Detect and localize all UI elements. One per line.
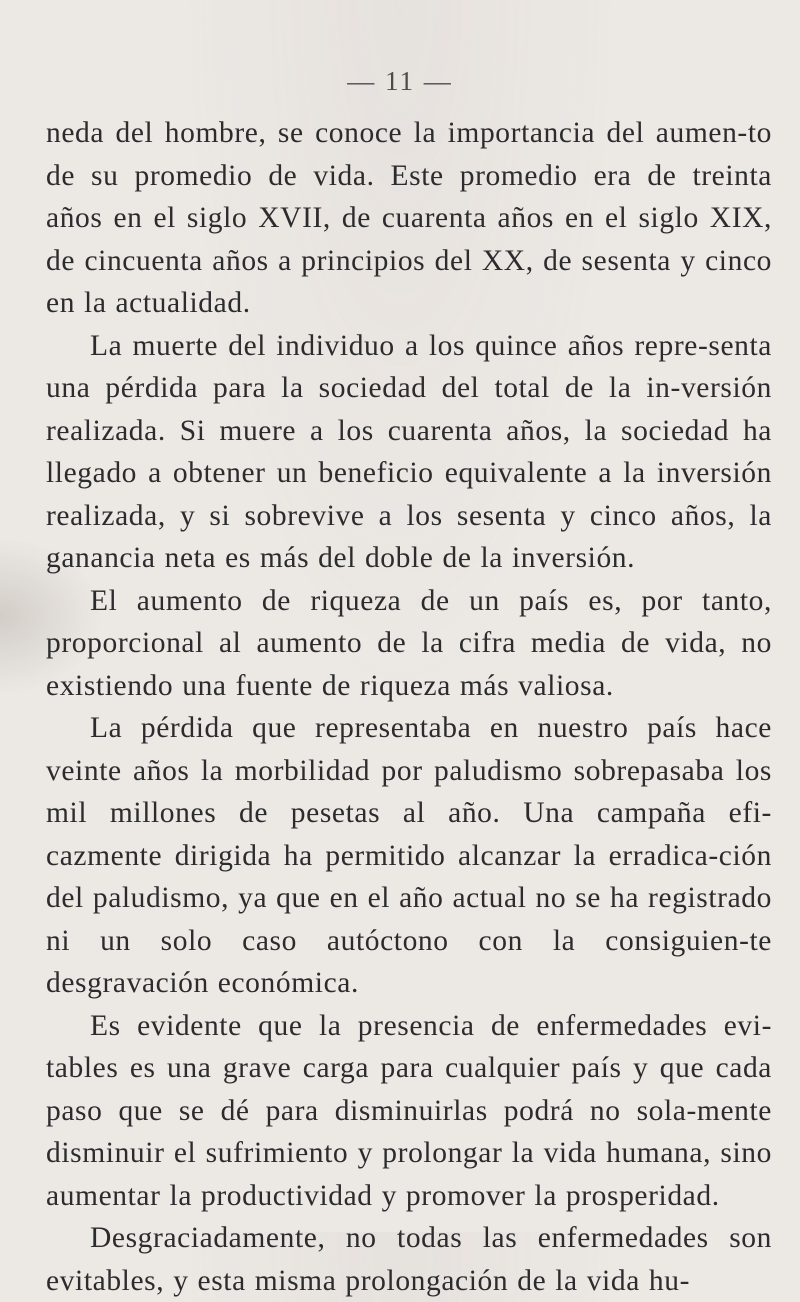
body-text	[46, 112, 772, 1302]
paragraph-4: La pérdida que representaba en nuestro país hace veinte años la morbilidad por paludismo sobrepasaba los mil millones de pesetas al año. Una campaña efi-cazmente dirigida ha permitido alcanzar la erradica-ción del paludismo, ya que en el año actual no se ha registrado ni un solo caso autóctono con la consiguien-te desgravación económica.	[46, 712, 772, 999]
paragraph-1: neda del hombre, se conoce la importancia del aumen-to de su promedio de vida. Este promedio era de treinta años en el siglo XVII, de cuarenta años en el siglo XIX, de cincuenta años a principios del XX, de sesenta y cinco en la actualidad.	[46, 117, 772, 319]
paragraph-6: Desgraciadamente, no todas las enfermedades son evitables, y esta misma prolongación de la vida hu-	[46, 1222, 772, 1297]
paragraph-3: El aumento de riqueza de un país es, por tanto, proporcional al aumento de la cifra media de vida, no existiendo una fuente de riqueza más valiosa.	[46, 584, 772, 702]
paragraph-2: La muerte del individuo a los quince años repre-senta una pérdida para la sociedad del total de la in-versión realizada. Si muere a los cuarenta años, la sociedad ha llegado a obtener un beneficio equivalente a la inversión realizada, y si sobrevive a los sesenta y cinco años, la ganancia neta es más del doble de la inversión.	[46, 329, 772, 574]
paragraph-5: Es evidente que la presencia de enfermedades evi-tables es una grave carga para cualquier país y que cada paso que se dé para disminuirlas podrá no sola-mente disminuir el sufrimiento y prolongar la vida humana, sino aumentar la productividad y promover la prosperidad.	[46, 1009, 772, 1212]
page-number: — 11 —	[347, 66, 453, 96]
